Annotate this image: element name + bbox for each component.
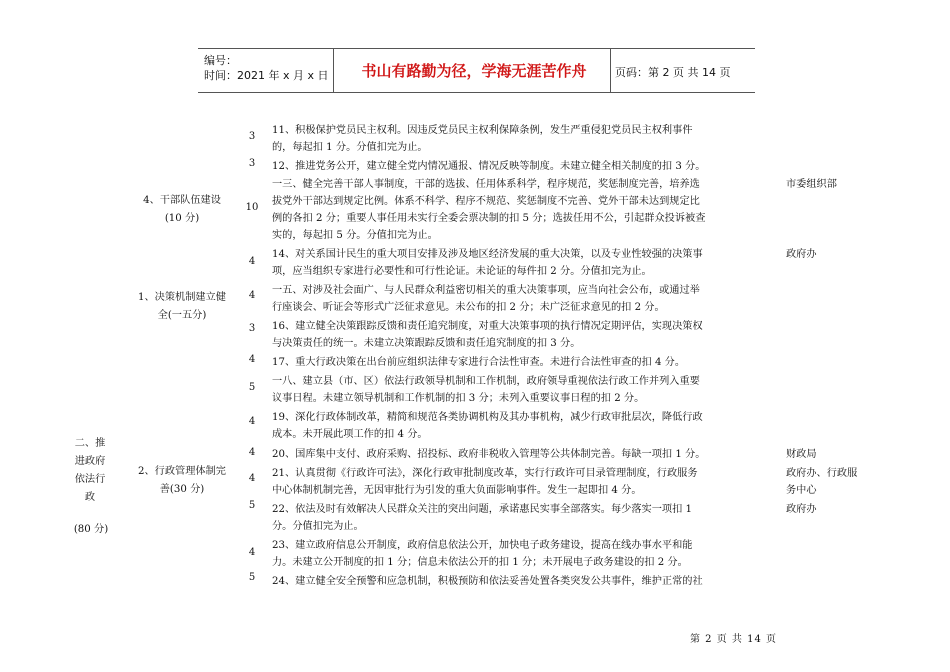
item-22-line-2: 分。分值扣完为止。 bbox=[272, 521, 364, 532]
score-item-24: 5 bbox=[248, 572, 256, 583]
item-14-line-1: 14、对关系国计民生的重大项目安排及涉及地区经济发展的重大决策，以及专业性较强的决策事 bbox=[272, 249, 703, 260]
section-title: 二、推 进政府 依法行 政 bbox=[74, 438, 106, 503]
category-admin: 2、行政管理体制完 善(30 分) bbox=[138, 466, 226, 495]
score-item-16: 3 bbox=[248, 323, 256, 334]
item-12-line-1: 12、推进党务公开，建立健全党内情况通报、情况反映等制度。未建立健全相关制度的扣 3 分。 bbox=[272, 161, 706, 172]
item-11-line-2: 的，每起扣 1 分。分值扣完为止。 bbox=[272, 142, 428, 153]
item-11-line-1: 11、积极保护党员民主权利。因违反党员民主权利保障条例，发生严重侵犯党员民主权利事件 bbox=[272, 125, 693, 136]
score-item-20: 4 bbox=[248, 447, 256, 458]
responsible-party-org: 市委组织部 bbox=[786, 179, 837, 190]
item-17-line-1: 17、重大行政决策在出台前应组织法律专家进行合法性审查。未进行合法性审查的扣 4 分。 bbox=[272, 357, 686, 368]
item-19-line-2: 成本。未开展此项工作的扣 4 分。 bbox=[272, 429, 428, 440]
item-15-line-2: 行座谈会、听证会等形式广泛征求意见。未公布的扣 2 分；未广泛征求意见的扣 2 分。 bbox=[272, 302, 665, 313]
responsible-finance: 财政局 bbox=[786, 449, 817, 460]
responsible-gov-office-2: 政府办 bbox=[786, 504, 817, 515]
header-divider-left bbox=[333, 48, 334, 92]
score-item-18: 5 bbox=[248, 382, 256, 393]
score-item-22: 5 bbox=[248, 500, 256, 511]
item-13-line-4: 实的，每起扣 5 分。分值扣完为止。 bbox=[272, 230, 438, 241]
header-divider-right bbox=[610, 48, 611, 92]
responsible-gov-service: 政府办、行政服 务中心 bbox=[786, 468, 858, 496]
item-23-line-1: 23、建立政府信息公开制度，政府信息依法公开，加快电子政务建设，提高在线办事水平和能 bbox=[272, 540, 693, 551]
item-22-line-1: 22、依法及时有效解决人民群众关注的突出问题，承诺惠民实事全部落实。每少落实一项扣 1 bbox=[272, 504, 692, 515]
header-top-rule bbox=[198, 48, 755, 49]
item-23-line-2: 力。未建立公开制度的扣 1 分；信息未依法公开的扣 1 分；未开展电子政务建设的扣 2 分。 bbox=[272, 557, 688, 568]
item-24-line-1: 24、建立健全安全预警和应急机制，积极预防和依法妥善处置各类突发公共事件，维护正常的社 bbox=[272, 576, 703, 587]
score-item-21: 4 bbox=[248, 473, 256, 484]
score-item-23: 4 bbox=[248, 547, 256, 558]
page-footer: 第 2 页 共 14 页 bbox=[690, 634, 777, 645]
doc-number-label: 编号： bbox=[204, 54, 237, 67]
section-points: (80 分) bbox=[73, 524, 109, 535]
item-14-line-2: 项，应当组织专家进行必要性和可行性论证。未论证的每件扣 2 分。分值扣完为止。 bbox=[272, 266, 652, 277]
score-item-17: 4 bbox=[248, 354, 256, 365]
page-header bbox=[198, 48, 755, 93]
score-item-14: 4 bbox=[248, 256, 256, 267]
responsible-gov-office: 政府办 bbox=[786, 249, 817, 260]
item-21-line-1: 21、认真贯彻《行政许可法》，深化行政审批制度改革，实行行政许可目录管理制度，行政服务 bbox=[272, 468, 698, 479]
score-item-11: 3 bbox=[248, 131, 256, 142]
header-page-info: 页码：第 2 页 共 14 页 bbox=[615, 66, 731, 79]
score-item-13: 10 bbox=[245, 202, 259, 213]
category-cadre: 4、干部队伍建设 (10 分) bbox=[143, 195, 221, 224]
score-item-19: 4 bbox=[248, 416, 256, 427]
item-21-line-2: 中心体制机制完善，无因审批行为引发的重大负面影响事件。发生一起即扣 4 分。 bbox=[272, 485, 642, 496]
item-13-line-2: 拔党外干部达到规定比例。体系不科学、程序不规范、奖惩制度不完善、党外干部未达到规定比 bbox=[272, 196, 700, 207]
header-motto: 书山有路勤为径，学海无涯苦作舟 bbox=[361, 62, 587, 80]
item-19-line-1: 19、深化行政体制改革，精简和规范各类协调机构及其办事机构，减少行政审批层次，降低行政 bbox=[272, 412, 703, 423]
score-item-15: 4 bbox=[248, 290, 256, 301]
item-16-line-2: 与决策责任的统一。未建立决策跟踪反馈和责任追究制度的扣 3 分。 bbox=[272, 338, 581, 349]
item-13-line-1: 一三、健全完善干部人事制度，干部的选拔、任用体系科学，程序规范，奖惩制度完善，培养选 bbox=[272, 179, 700, 190]
item-18-line-1: 一八、建立县（市、区）依法行政领导机制和工作机制，政府领导重视依法行政工作并列入重要 bbox=[272, 376, 700, 387]
item-15-line-1: 一五、对涉及社会面广、与人民群众利益密切相关的重大决策事项，应当向社会公布，或通过举 bbox=[272, 285, 700, 296]
doc-date: 时间：2021 年 x 月 x 日 bbox=[204, 69, 329, 82]
item-16-line-1: 16、建立健全决策跟踪反馈和责任追究制度，对重大决策事项的执行情况定期评估，实现决策权 bbox=[272, 321, 703, 332]
category-decision: 1、决策机制建立健 全(一五分) bbox=[138, 292, 226, 321]
item-20-line-1: 20、国库集中支付、政府采购、招投标、政府非税收入管理等公共体制完善。每缺一项扣 1 分。 bbox=[272, 449, 706, 460]
score-item-12: 3 bbox=[248, 158, 256, 169]
item-13-line-3: 例的各扣 2 分；重要人事任用未实行全委会票决制的扣 5 分；选拔任用不公，引起群众投诉被查 bbox=[272, 213, 706, 224]
header-bottom-rule bbox=[198, 92, 755, 93]
item-18-line-2: 议事日程。未建立领导机制和工作机制的扣 3 分；未列入重要议事日程的扣 2 分。 bbox=[272, 393, 645, 404]
